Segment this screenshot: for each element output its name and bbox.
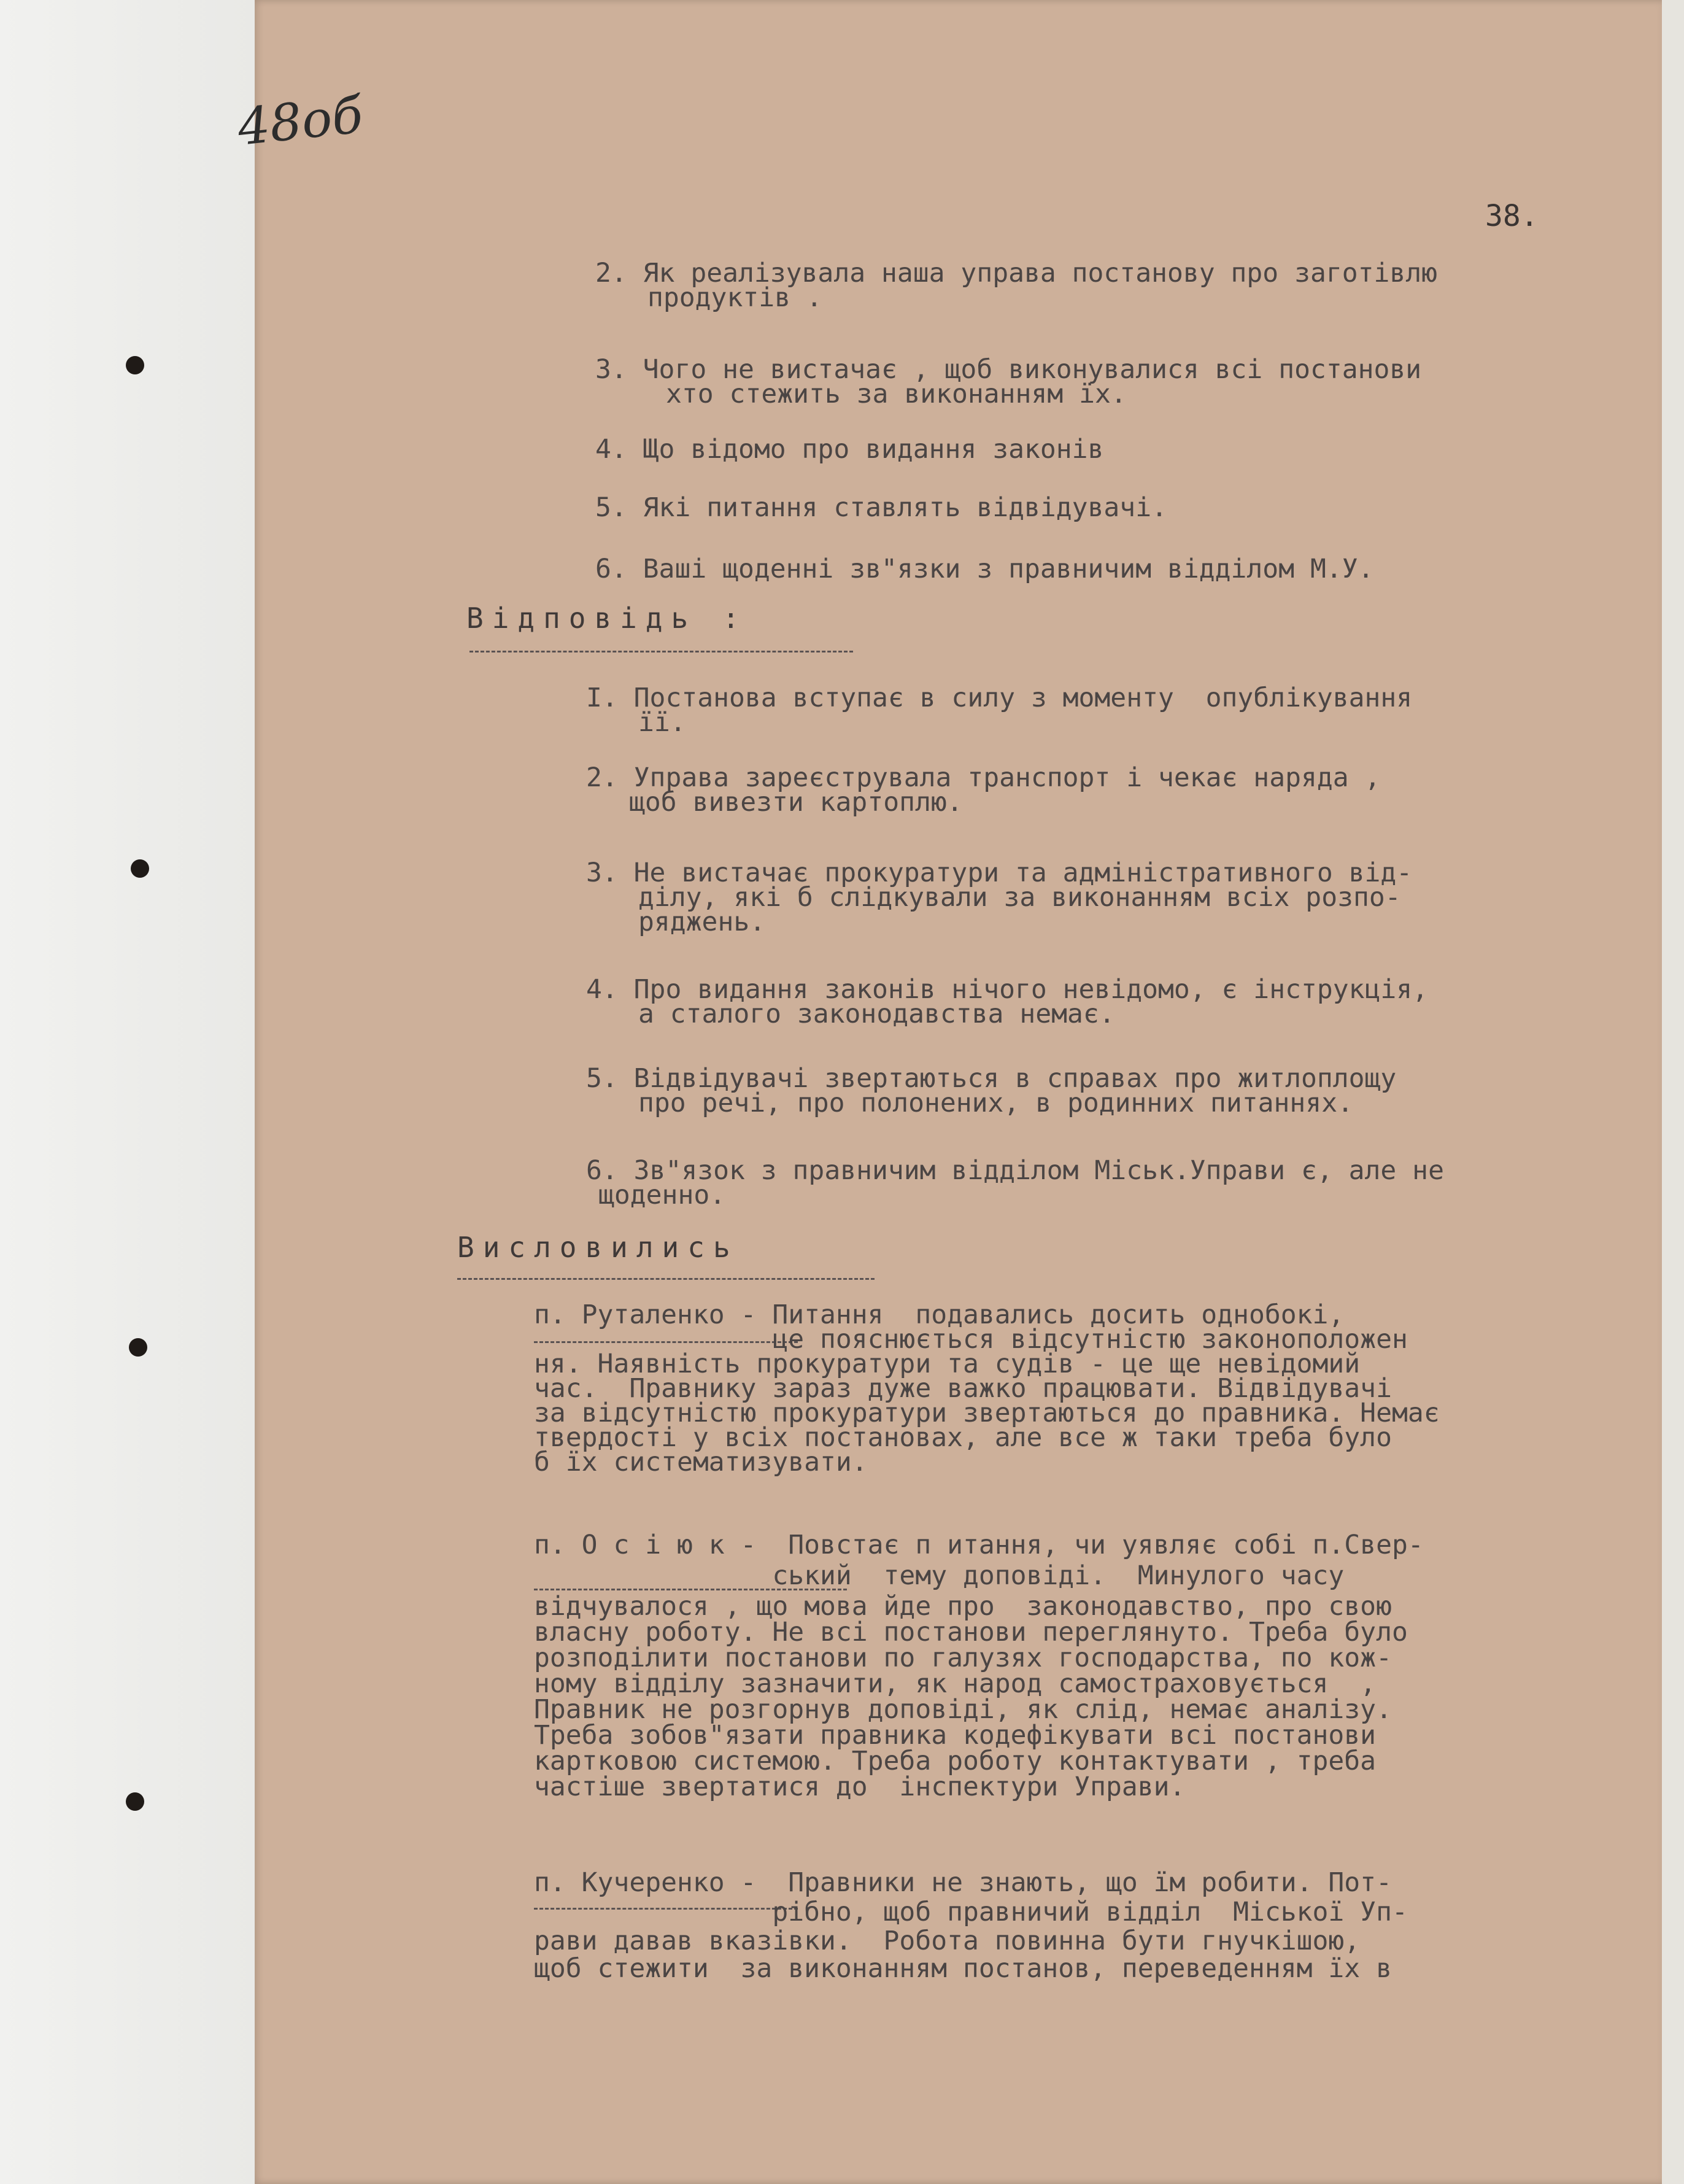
answer-line: щоденно. [598,1180,726,1210]
speech-line: розподілити постанови по галузях господарства, по кож- [534,1643,1392,1673]
answer-line: щоб вивезти картоплю. [629,787,963,818]
page-edge [1662,0,1684,2184]
speech-line: б їх систематизувати. [534,1447,868,1477]
speech-line: власну роботу. Не всі постанови переглянуто. Треба було [534,1617,1408,1648]
question-line: хто стежить за виконанням їх. [666,379,1127,409]
speech-line: ному відділу зазначити, як народ самостраховується , [534,1668,1377,1699]
heading-underline [457,1278,875,1280]
question-line: 4. Що відомо про видання законів [595,434,1104,465]
speech-line: п. О с і ю к - Повстає п итання, чи уявляє собі п.Свер- [534,1530,1424,1560]
question-line: продуктів . [647,282,822,313]
speech-line: п. Руталенко - Питання подавались досить однобокі, [534,1299,1345,1330]
binding-margin [0,0,255,2184]
speech-line: твердості у всіх постановах, але все ж таки треба було [534,1422,1392,1453]
answers-heading: Відповідь : [466,602,748,635]
answer-line: її. [638,707,686,738]
answer-line: 4. Про видання законів нічого невідомо, є інструкція, [586,974,1429,1005]
question-line: 5. Які питання ставлять відвідувачі. [595,492,1167,523]
speech-line: рібно, щоб правничий відділ Міської Уп- [534,1897,1408,1927]
answer-line: ряджень. [638,907,766,937]
speech-line: п. Кучеренко - Правники не знають, що їм робити. Пот- [534,1867,1392,1898]
page-number: 38. [1485,199,1539,233]
answer-line: I. Постанова вступає в силу з моменту опублікування [586,683,1413,713]
speech-line: це пояснюється відсутністю законоположен [534,1324,1408,1355]
speech-line: відчувалося , що мова йде про законодавство, про свою [534,1591,1392,1622]
archive-folio-number: 48об [234,86,366,157]
punch-hole [131,859,149,878]
speech-line: за відсутністю прокуратури звертаються до правника. Немає [534,1398,1440,1428]
punch-hole [126,356,144,374]
speech-line: картковою системою. Треба роботу контактувати , треба [534,1746,1377,1776]
answer-line: 6. Зв"язок з правничим відділом Міськ.Управи є, але не [586,1155,1444,1186]
speech-line: Треба зобов"язати правника кодефікувати всі постанови [534,1720,1377,1751]
answer-line: 2. Управа зареєструвала транспорт і чекає наряда , [586,762,1381,793]
speech-line: ня. Наявність прокуратури та судів - це ще невідомий [534,1349,1361,1379]
speech-line: час. Правнику зараз дуже важко працювати. Відвідувачі [534,1373,1392,1404]
speech-line: щоб стежити за виконанням постанов, переведенням їх в [534,1953,1392,1984]
punch-hole [129,1338,147,1357]
answer-line: 3. Не вистачає прокуратури та адміністративного від- [586,858,1413,888]
question-line: 2. Як реалізувала наша управа постанову про заготівлю [595,258,1438,288]
answer-line: а сталого законодавства немає. [638,999,1115,1029]
heading-underline [469,651,853,652]
speech-line: Правник не розгорнув доповіді, як слід, немає аналізу. [534,1694,1392,1725]
speech-line: ський тему доповіді. Минулого часу [534,1560,1345,1591]
speech-line: частіше звертатися до інспектури Управи. [534,1772,1186,1802]
answer-line: ділу, які б слідкували за виконанням всіх розпо- [638,882,1401,913]
question-line: 6. Ваші щоденні зв"язки з правничим відділом М.У. [595,554,1374,584]
answer-line: 5. Відвідувачі звертаються в справах про житлоплощу [586,1063,1397,1094]
speech-line: рави давав вказівки. Робота повинна бути гнучкішою, [534,1926,1361,1956]
answer-line: про речі, про полонених, в родинних питаннях. [638,1088,1353,1118]
spoke-heading: Висловились [457,1231,739,1264]
punch-hole [126,1792,144,1811]
question-line: 3. Чого не вистачає , щоб виконувалися всі постанови [595,354,1422,385]
